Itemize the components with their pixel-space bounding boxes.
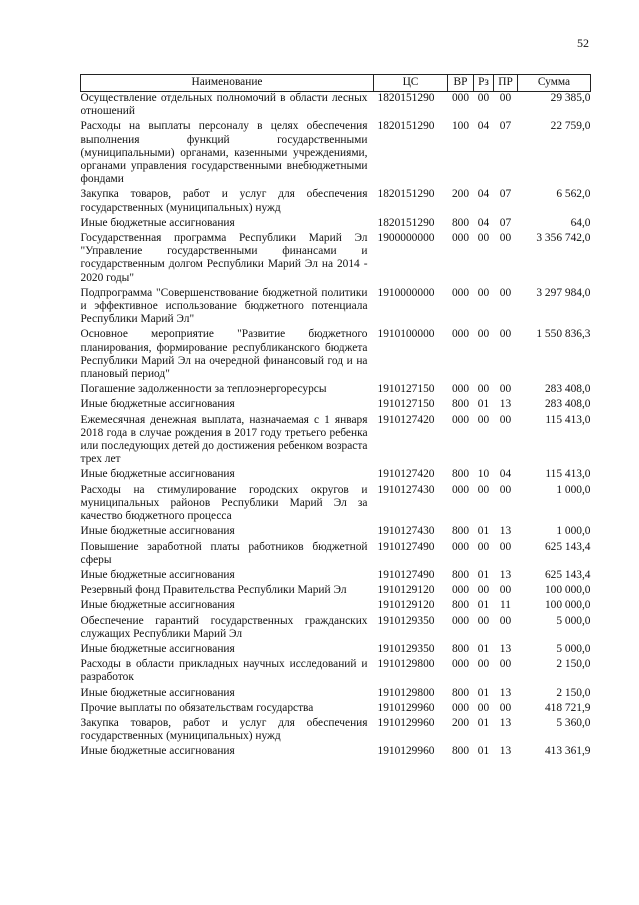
table-row: [81, 328, 591, 383]
cell-pr: 00: [499, 483, 512, 496]
cell-sum: 3 297 984,0: [536, 286, 591, 299]
cell-vr: 200: [451, 716, 470, 729]
cell-name: Иные бюджетные ассигнования: [80, 468, 235, 481]
cell-vr: 800: [451, 525, 470, 538]
cell-cs: 1910129120: [377, 599, 435, 612]
cell-cs: 1910129350: [377, 642, 435, 655]
header-pr: ПР: [494, 75, 518, 92]
header-vr: ВР: [448, 75, 474, 92]
cell-sum: 29 385,0: [550, 92, 591, 104]
cell-sum: 283 408,0: [544, 398, 591, 411]
cell-vr: 800: [451, 599, 470, 612]
budget-table-wrap: [80, 74, 590, 761]
cell-vr: 800: [451, 686, 470, 699]
table-row: [81, 468, 591, 483]
cell-rz: 00: [477, 232, 490, 245]
cell-rz: 01: [477, 745, 490, 758]
table-row: [81, 484, 591, 526]
cell-cs: 1910127490: [377, 568, 435, 581]
cell-pr: 00: [499, 658, 512, 671]
cell-vr: 000: [451, 614, 470, 627]
cell-pr: 13: [499, 642, 512, 655]
cell-pr: 07: [499, 188, 512, 201]
cell-rz: 00: [477, 92, 490, 104]
cell-pr: 00: [499, 92, 512, 104]
cell-cs: 1910129960: [377, 745, 435, 758]
cell-cs: 1910129120: [377, 584, 435, 597]
cell-name: Иные бюджетные ассигнования: [80, 525, 235, 538]
cell-sum: 22 759,0: [550, 120, 591, 133]
cell-vr: 100: [451, 120, 470, 133]
table-row: [81, 584, 591, 599]
cell-vr: 800: [451, 642, 470, 655]
cell-pr: 13: [499, 525, 512, 538]
cell-cs: 1820151290: [377, 120, 435, 133]
cell-rz: 00: [477, 383, 490, 396]
cell-pr: 00: [499, 701, 512, 714]
cell-cs: 1910129800: [377, 686, 435, 699]
cell-rz: 10: [477, 468, 490, 481]
cell-rz: 00: [477, 701, 490, 714]
cell-sum: 625 143,4: [544, 540, 591, 553]
cell-sum: 2 150,0: [556, 658, 591, 671]
cell-rz: 04: [477, 120, 490, 133]
cell-cs: 1910127150: [377, 398, 435, 411]
cell-vr: 000: [451, 286, 470, 299]
cell-sum: 1 000,0: [556, 525, 591, 538]
cell-name: Ежемесячная денежная выплата, назначаемая с 1 января 2018 года в случае рождения в 2017 году третьего ребенка или последующих детей до достижения ребенком возраста трех лет: [80, 413, 368, 466]
cell-cs: 1910127420: [377, 413, 435, 426]
cell-pr: 00: [499, 413, 512, 426]
cell-rz: 00: [477, 658, 490, 671]
cell-rz: 01: [477, 398, 490, 411]
cell-name: Основное мероприятие "Развитие бюджетного планирования, формирование республиканского бюджета Республики Марий Эл на очередной финансовый год и на плановый период": [80, 328, 368, 381]
cell-rz: 00: [477, 483, 490, 496]
table-row: [81, 120, 591, 188]
cell-pr: 00: [499, 383, 512, 396]
cell-name: Прочие выплаты по обязательствам государства: [80, 701, 314, 714]
cell-name: Расходы на стимулирование городских округов и муниципальных районов Республики Марий Эл за качество бюджетного процесса: [80, 483, 368, 523]
table-row: [81, 217, 591, 232]
cell-sum: 100 000,0: [544, 599, 591, 612]
cell-vr: 000: [451, 540, 470, 553]
table-row: [81, 658, 591, 686]
table-row: [81, 383, 591, 398]
table-body: [81, 92, 591, 761]
page-number: 52: [577, 36, 589, 50]
cell-sum: 1 000,0: [556, 483, 591, 496]
cell-name: Иные бюджетные ассигнования: [80, 398, 235, 411]
table-row: [81, 599, 591, 614]
cell-rz: 00: [477, 584, 490, 597]
cell-vr: 000: [451, 584, 470, 597]
cell-cs: 1910129960: [377, 716, 435, 729]
cell-sum: 115 413,0: [545, 468, 591, 481]
cell-name: Осуществление отдельных полномочий в области лесных отношений: [80, 92, 368, 118]
cell-cs: 1910127430: [377, 525, 435, 538]
cell-pr: 11: [500, 599, 511, 612]
cell-name: Закупка товаров, работ и услуг для обеспечения государственных (муниципальных) нужд: [80, 188, 368, 214]
cell-sum: 418 721,9: [544, 701, 591, 714]
cell-vr: 000: [451, 413, 470, 426]
cell-rz: 01: [477, 525, 490, 538]
cell-sum: 1 550 836,3: [536, 328, 591, 341]
header-cs: ЦС: [374, 75, 448, 92]
cell-sum: 6 562,0: [556, 188, 591, 201]
cell-sum: 100 000,0: [544, 584, 591, 597]
cell-vr: 800: [451, 745, 470, 758]
cell-name: Иные бюджетные ассигнования: [80, 686, 235, 699]
cell-vr: 800: [451, 568, 470, 581]
cell-vr: 000: [451, 92, 470, 104]
table-row: [81, 687, 591, 702]
cell-pr: 13: [499, 745, 512, 758]
cell-rz: 00: [477, 540, 490, 553]
cell-sum: 5 000,0: [556, 642, 591, 655]
table-row: [81, 188, 591, 216]
cell-sum: 625 143,4: [544, 568, 591, 581]
cell-rz: 00: [477, 286, 490, 299]
cell-vr: 000: [451, 483, 470, 496]
cell-rz: 00: [477, 614, 490, 627]
cell-cs: 1910127150: [377, 383, 435, 396]
cell-sum: 64,0: [570, 216, 591, 229]
table-row: [81, 232, 591, 287]
cell-name: Подпрограмма "Совершенствование бюджетной политики и эффективное использование бюджетного потенциала Республики Марий Эл": [80, 286, 368, 326]
header-sum: Сумма: [518, 75, 591, 92]
cell-cs: 1820151290: [377, 188, 435, 201]
cell-cs: 1820151290: [377, 92, 435, 104]
cell-pr: 13: [499, 716, 512, 729]
cell-rz: 01: [477, 686, 490, 699]
cell-vr: 000: [451, 232, 470, 245]
cell-sum: 5 360,0: [556, 716, 591, 729]
header-name: Наименование: [81, 75, 374, 92]
cell-name: Иные бюджетные ассигнования: [80, 568, 235, 581]
cell-vr: 000: [451, 658, 470, 671]
cell-cs: 1910127490: [377, 540, 435, 553]
cell-rz: 00: [477, 413, 490, 426]
cell-pr: 00: [499, 540, 512, 553]
cell-vr: 200: [451, 188, 470, 201]
budget-table: [80, 74, 591, 761]
cell-vr: 800: [451, 468, 470, 481]
cell-name: Закупка товаров, работ и услуг для обеспечения государственных (муниципальных) нужд: [80, 716, 368, 743]
table-row: [81, 615, 591, 643]
cell-rz: 04: [477, 216, 490, 229]
cell-name: Государственная программа Республики Марий Эл "Управление государственными финансами и государственным долгом Республики Марий Эл на 2014 - 2020 годы": [80, 232, 368, 284]
cell-cs: 1910100000: [377, 328, 435, 341]
table-row: [81, 525, 591, 540]
cell-name: Повышение заработной платы работников бюджетной сферы: [80, 540, 368, 566]
cell-pr: 07: [499, 216, 512, 229]
cell-name: Погашение задолженности за теплоэнергоресурсы: [80, 383, 327, 396]
table-row: [81, 541, 591, 569]
header-rz: Рз: [474, 75, 494, 92]
cell-name: Расходы в области прикладных научных исследований и разработок: [80, 658, 368, 684]
table-row: [81, 702, 591, 717]
cell-cs: 1910000000: [377, 286, 435, 299]
cell-pr: 00: [499, 584, 512, 597]
cell-pr: 13: [499, 398, 512, 411]
cell-pr: 00: [499, 232, 512, 245]
cell-name: Обеспечение гарантий государственных гражданских служащих Республики Марий Эл: [80, 614, 368, 640]
cell-sum: 2 150,0: [556, 686, 591, 699]
cell-rz: 04: [477, 188, 490, 201]
cell-pr: 04: [499, 468, 512, 481]
cell-cs: 1910127430: [377, 483, 435, 496]
cell-rz: 01: [477, 642, 490, 655]
table-row: [81, 398, 591, 413]
cell-vr: 000: [451, 383, 470, 396]
cell-rz: 01: [477, 599, 490, 612]
cell-name: Иные бюджетные ассигнования: [80, 745, 235, 758]
table-row: [81, 717, 591, 745]
cell-sum: 3 356 742,0: [536, 232, 591, 245]
cell-rz: 01: [477, 568, 490, 581]
cell-sum: 283 408,0: [544, 383, 591, 396]
cell-cs: 1910129350: [377, 614, 435, 627]
cell-name: Расходы на выплаты персоналу в целях обеспечения выполнения функций государственными (муниципальными) органами, казенными учреждениями, органами управления государственными внебюджетными фондами: [80, 120, 368, 186]
cell-pr: 00: [499, 286, 512, 299]
cell-vr: 800: [451, 398, 470, 411]
table-row: [81, 643, 591, 658]
cell-pr: 00: [499, 614, 512, 627]
cell-sum: 5 000,0: [556, 614, 591, 627]
table-row: [81, 745, 591, 760]
cell-vr: 000: [451, 328, 470, 341]
cell-cs: 1910129800: [377, 658, 435, 671]
cell-rz: 00: [477, 328, 490, 341]
cell-pr: 13: [499, 686, 512, 699]
table-header-row: [81, 75, 591, 92]
cell-pr: 00: [499, 328, 512, 341]
cell-name: Иные бюджетные ассигнования: [80, 216, 235, 229]
cell-sum: 413 361,9: [544, 745, 591, 758]
table-row: [81, 92, 591, 121]
cell-name: Иные бюджетные ассигнования: [80, 642, 235, 655]
cell-cs: 1910129960: [377, 701, 435, 714]
table-row: [81, 414, 591, 469]
cell-rz: 01: [477, 716, 490, 729]
cell-cs: 1900000000: [377, 232, 435, 245]
cell-cs: 1820151290: [377, 216, 435, 229]
table-row: [81, 287, 591, 329]
cell-sum: 115 413,0: [545, 413, 591, 426]
cell-name: Иные бюджетные ассигнования: [80, 599, 235, 612]
cell-vr: 800: [451, 216, 470, 229]
cell-vr: 000: [451, 701, 470, 714]
table-row: [81, 569, 591, 584]
cell-cs: 1910127420: [377, 468, 435, 481]
cell-pr: 07: [499, 120, 512, 133]
cell-pr: 13: [499, 568, 512, 581]
cell-name: Резервный фонд Правительства Республики Марий Эл: [80, 584, 347, 597]
